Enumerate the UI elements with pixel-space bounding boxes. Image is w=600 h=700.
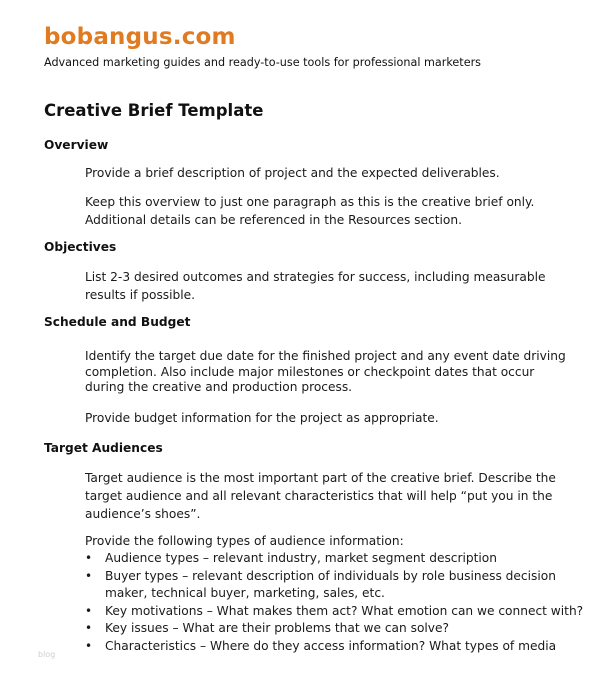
bullet-icon: •: [85, 551, 93, 565]
target-audiences-heading: Target Audiences: [44, 441, 163, 455]
watermark-text: blog: [38, 650, 56, 659]
list-item: [85, 550, 590, 568]
list-item: [85, 638, 590, 656]
overview-heading: Overview: [44, 138, 109, 152]
list-item-text: Buyer types – relevant description of individuals by role business decision maker, technical buyer, marketing, sales, etc.: [105, 568, 556, 600]
site-tagline: Advanced marketing guides and ready-to-use tools for professional marketers: [44, 56, 481, 69]
site-logo-text[interactable]: bobangus.com: [44, 24, 236, 50]
objectives-paragraph: List 2-3 desired outcomes and strategies for success, including measurable results if possible.: [85, 270, 546, 302]
schedule-budget-paragraph-1: Identify the target due date for the finished project and any event date driving completion. Also include major milestones or checkpoint dates that occur during the creative and production process.: [85, 349, 566, 394]
list-item-text: Key motivations – What makes them act? What emotion can we connect with?: [105, 603, 584, 618]
overview-paragraph-1: Provide a brief description of project and the expected deliverables.: [85, 166, 500, 180]
bullet-icon: •: [85, 568, 93, 583]
list-item-text: Key issues – What are their problems that we can solve?: [105, 621, 449, 635]
list-item-text: Audience types – relevant industry, market segment description: [105, 551, 497, 565]
schedule-budget-heading: Schedule and Budget: [44, 315, 191, 329]
target-audiences-paragraph-2: Provide the following types of audience information:: [85, 534, 404, 548]
bullet-icon: •: [85, 603, 93, 618]
bullet-icon: •: [85, 638, 93, 653]
overview-paragraph-2: Keep this overview to just one paragraph as this is the creative brief only. Additional details can be referenced in the Resources section.: [85, 195, 535, 227]
audience-info-list: [85, 550, 590, 655]
list-item: [85, 603, 590, 621]
schedule-budget-paragraph-2: Provide budget information for the project as appropriate.: [85, 411, 439, 425]
objectives-heading: Objectives: [44, 240, 117, 254]
list-item: [85, 568, 590, 603]
list-item-text: Characteristics – Where do they access information? What types of media: [105, 638, 557, 653]
document-title: Creative Brief Template: [44, 101, 264, 120]
list-item: [85, 620, 590, 638]
target-audiences-paragraph-1: Target audience is the most important part of the creative brief. Describe the target audience and all relevant characteristics that will help “put you in the audience’s shoes”.: [85, 471, 556, 521]
bullet-icon: •: [85, 621, 93, 635]
